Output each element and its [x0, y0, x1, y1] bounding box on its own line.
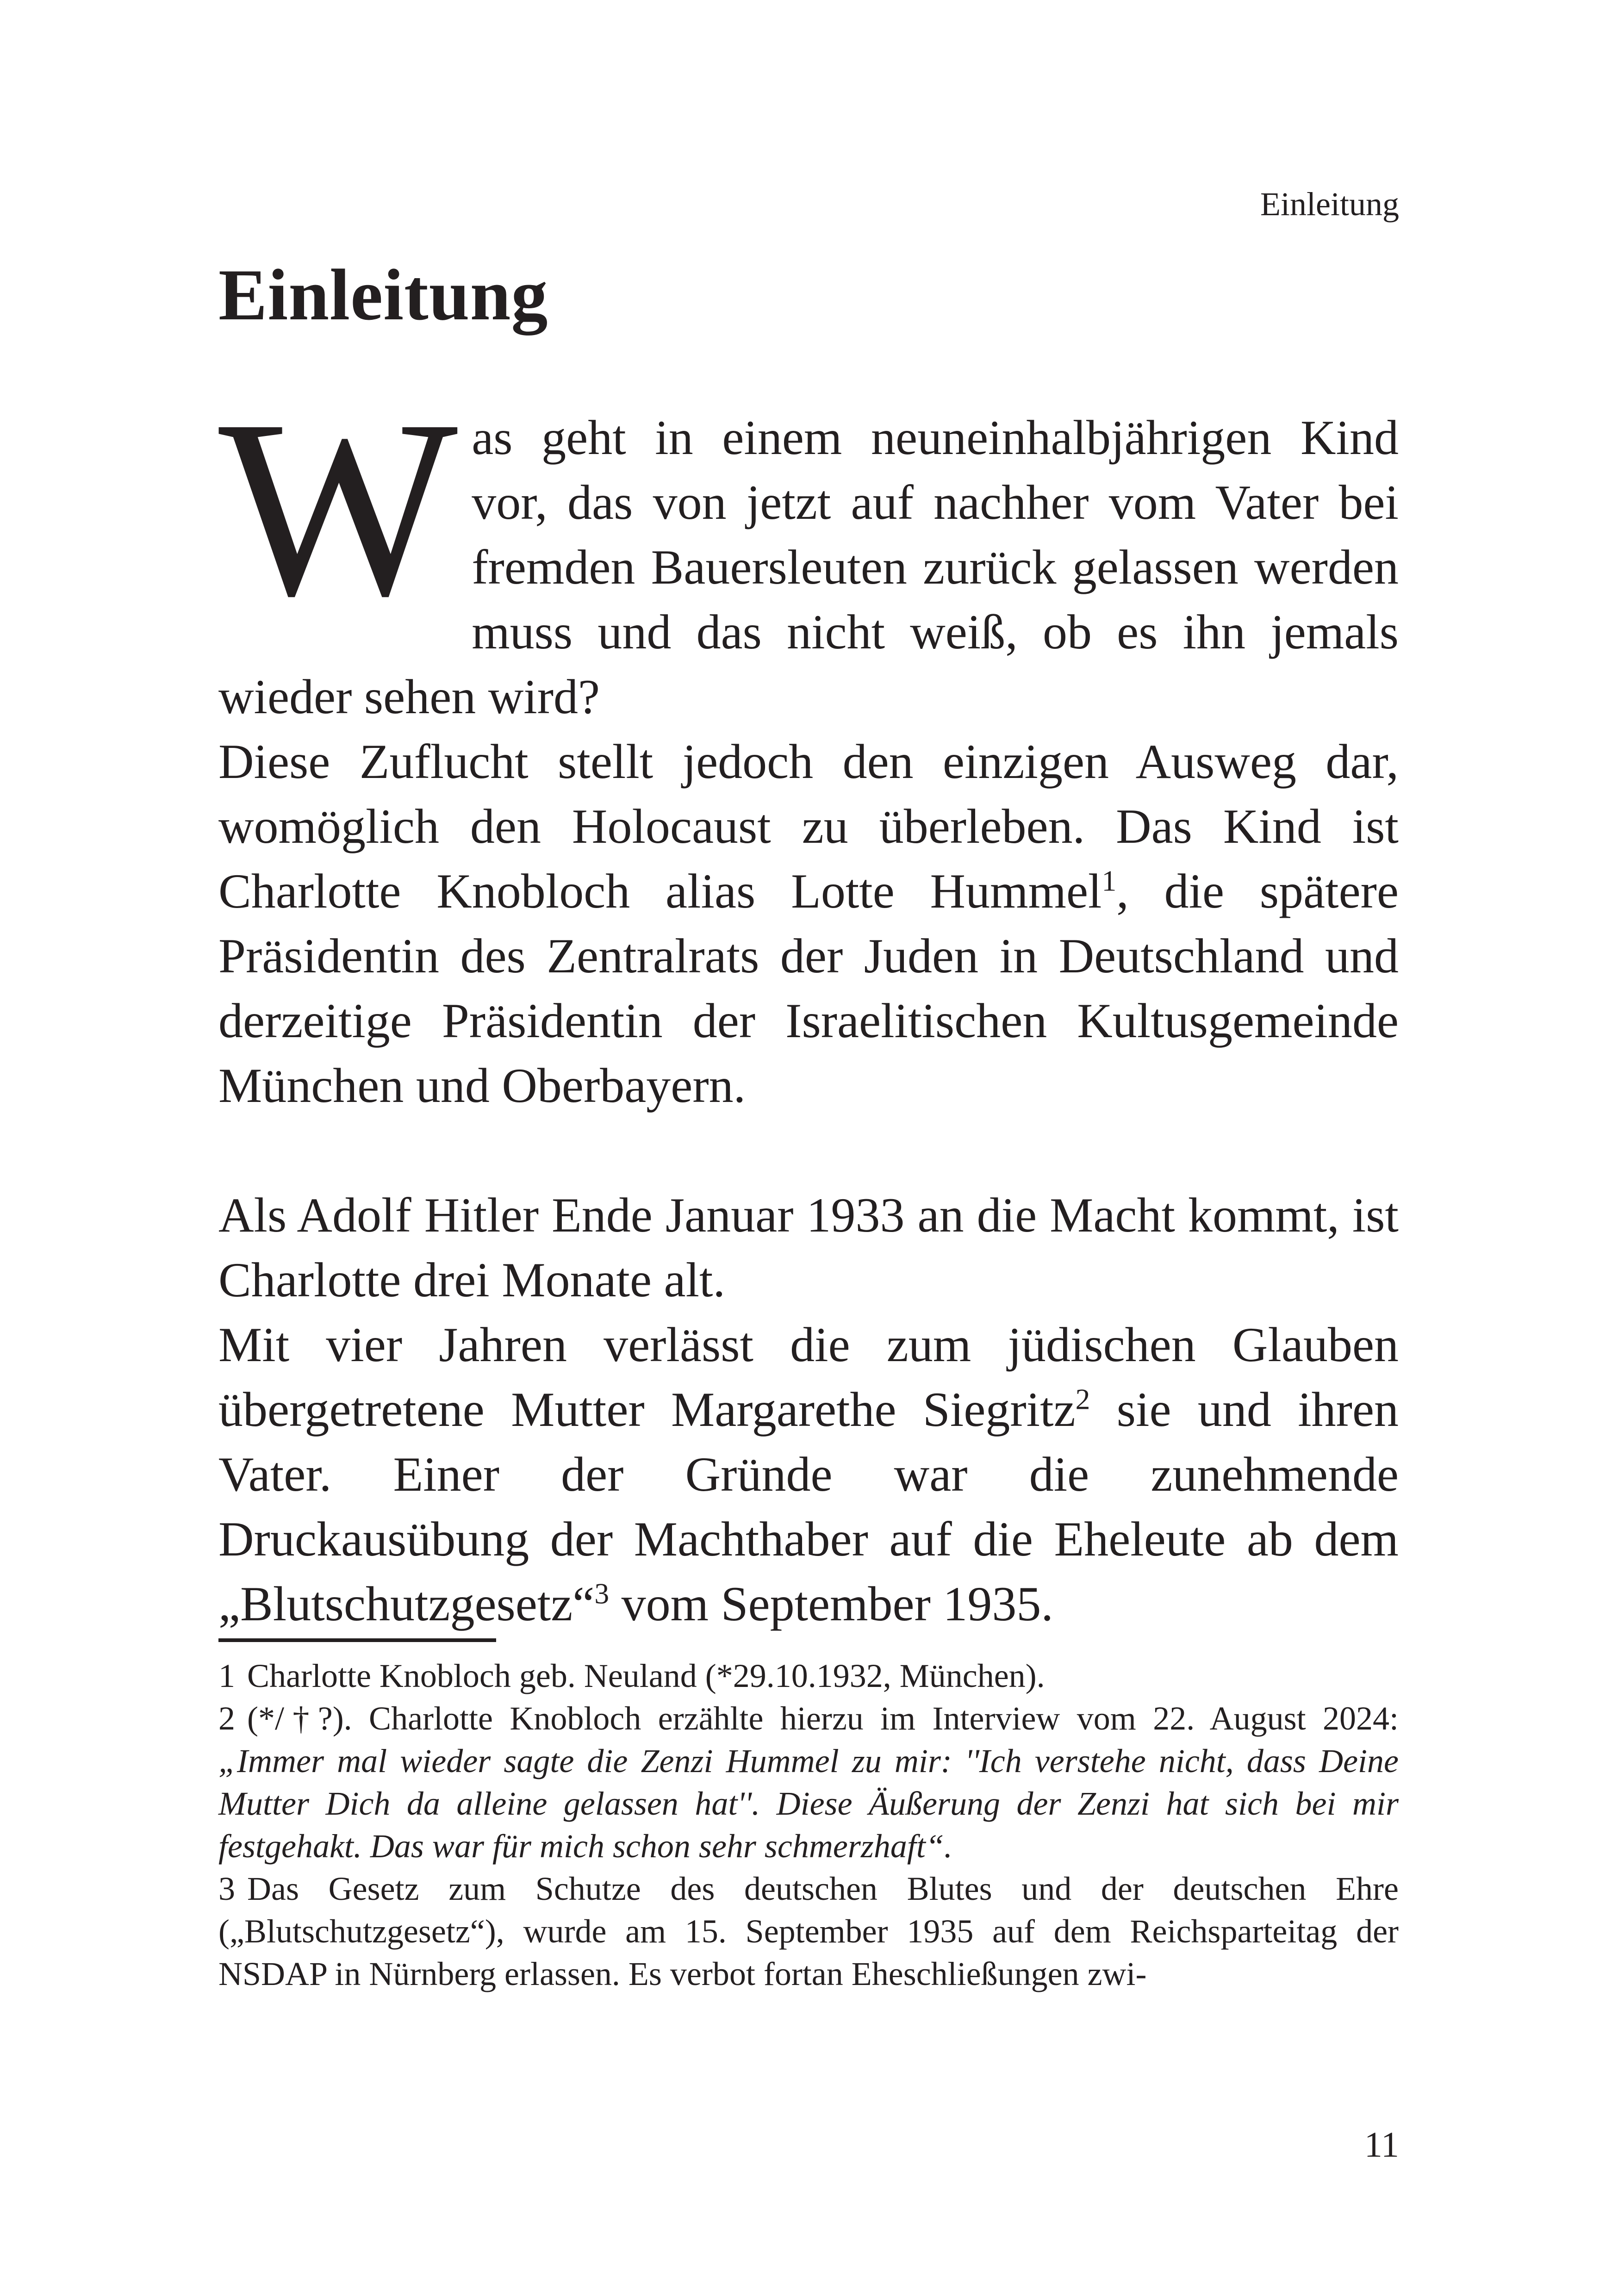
footnote-2: [218, 1697, 1399, 1867]
paragraph-1-text: as geht in einem neuneinhalbjährigen Kind vor, das von jetzt auf nachher vom Vater bei fremden Bauersleuten zurück gelassen werden muss und das nicht weiß, ob es ihn jemals wieder sehen wird?: [218, 411, 1399, 724]
footnote-text: Charlotte Knobloch geb. Neuland (*29.10.1932, München).: [247, 1657, 1045, 1694]
footnote-rule: [218, 1638, 496, 1642]
footnote-quote: „Immer mal wieder sagte die Zenzi Hummel zu mir: ''Ich verstehe nicht, dass Deine Mutter Dich da alleine gelassen hat''. Diese Äußerung der Zenzi hat sich bei mir festgehakt. Das war für mich schon sehr schmerzhaft“.: [218, 1742, 1399, 1865]
footnote-3: [218, 1867, 1399, 1995]
paragraph-2-text-b: , die spätere Präsidentin des Zentralrats der Juden in Deutschland und derzeitige Präsidentin der Israelitischen Kultusgemeinde München und Oberbayern.: [218, 864, 1399, 1113]
paragraph-gap: [218, 1118, 1399, 1183]
paragraph-1: [218, 367, 1399, 729]
footnote-text: (*/†?). Charlotte Knobloch erzählte hierzu im Interview vom 22. August 2024:: [247, 1700, 1399, 1737]
paragraph-4-text-b: sie und ihren Vater. Einer der Gründe war die zunehmende Druckausübung der Machthaber auf die Eheleute ab dem „Blutschutzgesetz“: [218, 1382, 1399, 1631]
footnote-number: 2: [218, 1700, 235, 1737]
footnote-number: 3: [218, 1870, 235, 1907]
footnote-ref-1: 1: [1101, 864, 1117, 897]
paragraph-3: Als Adolf Hitler Ende Januar 1933 an die Macht kommt, ist Charlotte drei Monate alt.: [218, 1188, 1399, 1307]
paragraph-4-text-a: Mit vier Jahren verlässt die zum jüdischen Glauben übergetretene Mutter Margarethe Siegritz: [218, 1318, 1399, 1437]
footnotes: [218, 1655, 1399, 1995]
paragraph-2: [218, 729, 1399, 1118]
paragraph-4-text-c: vom September 1935.: [609, 1577, 1053, 1631]
paragraph-4: [218, 1313, 1399, 1636]
paragraph-2-text-a: Diese Zuflucht stellt jedoch den einzigen Ausweg dar, womöglich den Holocaust zu überleben. Das Kind ist Charlotte Knobloch alias Lotte Hummel: [218, 734, 1399, 918]
footnote-ref-2: 2: [1075, 1382, 1090, 1416]
footnote-text: Das Gesetz zum Schutze des deutschen Blutes und der deutschen Ehre („Blutschutzgesetz“), wurde am 15. September 1935 auf dem Reichsparteitag der NSDAP in Nürnberg erlassen. Es verbot fortan Eheschließungen zwi-: [218, 1870, 1399, 1992]
footnote-1: [218, 1655, 1399, 1697]
body-text: [218, 367, 1399, 1636]
footnote-number: 1: [218, 1657, 235, 1694]
page-number: 11: [1364, 2124, 1399, 2165]
running-head: Einleitung: [1260, 186, 1399, 223]
drop-cap: W: [218, 367, 458, 648]
footnote-ref-3: 3: [594, 1577, 610, 1610]
chapter-title: Einleitung: [218, 255, 548, 336]
